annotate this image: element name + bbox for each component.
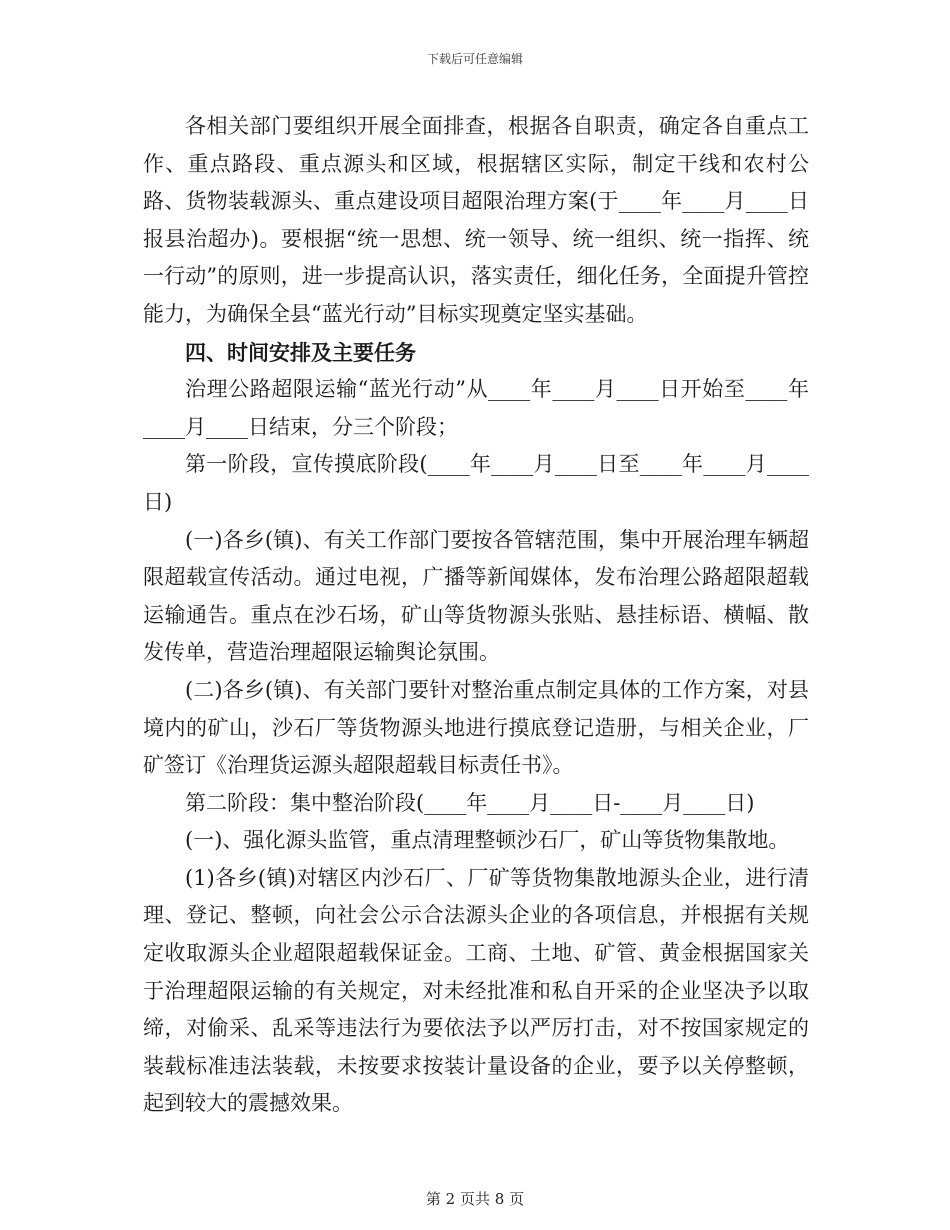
paragraph-phase-one-item-1: (一)各乡(镇)、有关工作部门要按各管辖范围，集中开展治理车辆超限超载宣传活动。通过电视，广播等新闻媒体，发布治理公路超限超载运输通告。重点在沙石场，矿山等货物源头张贴、悬挂标语、横幅、散发传单，营造治理超限运输舆论氛围。 (143, 527, 809, 665)
paragraph-timeframe: 治理公路超限运输“蓝光行动”从____年____月____日开始至____年____月____日结束，分三个阶段； (143, 377, 809, 439)
document-body (143, 108, 809, 1123)
paragraph-phase-one: 第一阶段，宣传摸底阶段(____年____月____日至____年____月____日) (143, 452, 809, 514)
paragraph-phase-two: 第二阶段：集中整治阶段(____年____月____日-____月____日) (185, 790, 755, 815)
section-heading-schedule: 四、时间安排及主要任务 (185, 339, 416, 365)
paragraph-phase-two-sub-1: (1)各乡(镇)对辖区内沙石厂、厂矿等货物集散地源头企业，进行清理、登记、整顿，向社会公示合法源头企业的各项信息，并根据有关规定收取源头企业超限超载保证金。工商、土地、矿管、黄金根据国家关于治理超限运输的有关规定，对未经批准和私自开采的企业坚决予以取缔，对偷采、乱采等违法行为要依法予以严厉打击，对不按国家规定的装载标准违法装载，未按要求按装计量设备的企业，要予以关停整顿，起到较大的震撼效果。 (143, 865, 809, 1116)
page-header: 下载后可任意编辑 (426, 52, 523, 66)
page-footer: 第 2 页共 8 页 (425, 1190, 525, 1208)
paragraph-phase-two-item-1: (一)、强化源头监管，重点清理整顿沙石厂，矿山等货物集散地。 (185, 828, 790, 853)
paragraph-departments: 各相关部门要组织开展全面排查，根据各自职责，确定各自重点工作、重点路段、重点源头和区域，根据辖区实际，制定干线和农村公路、货物装载源头、重点建设项目超限治理方案(于____年____月____日报县治超办)。要根据“统一思想、统一领导、统一组织、统一指挥、统一行动”的原则，进一步提高认识，落实责任，细化任务，全面提升管控能力，为确保全县“蓝光行动”目标实现奠定坚实基础。 (143, 114, 809, 326)
paragraph-phase-one-item-2: (二)各乡(镇)、有关部门要针对整治重点制定具体的工作方案，对县境内的矿山，沙石厂等货物源头地进行摸底登记造册，与相关企业，厂矿签订《治理货运源头超限超载目标责任书》。 (143, 677, 809, 778)
